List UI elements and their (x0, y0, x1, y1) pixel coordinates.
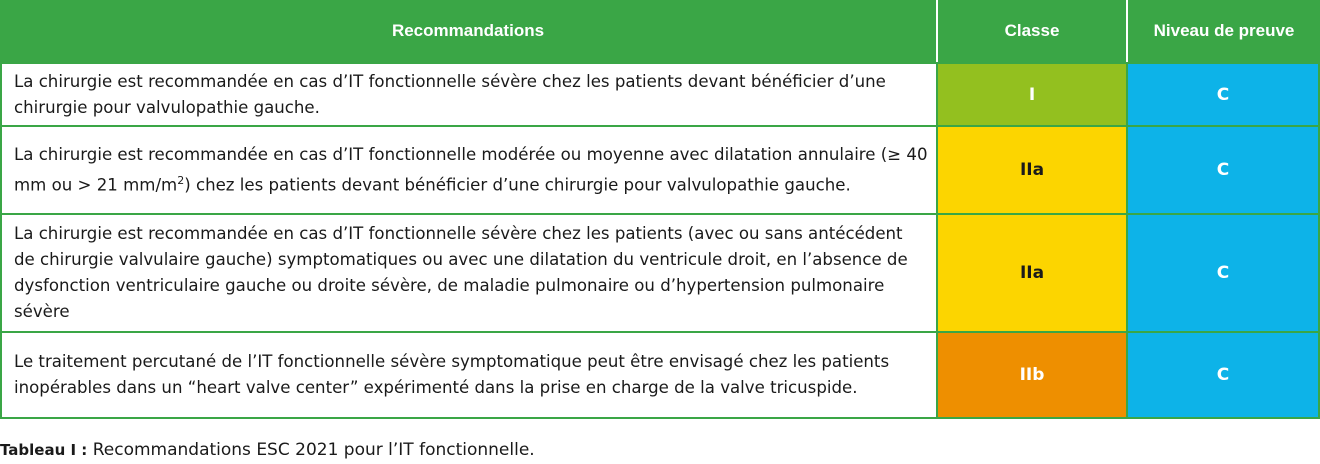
table-row-3-class: IIa (938, 215, 1126, 331)
table-row-3-level: C (1128, 215, 1318, 331)
table-row-2-recommendation (2, 127, 936, 213)
table-row-2-class: IIa (938, 127, 1126, 213)
row-2-superscript: 2 (177, 173, 185, 187)
row-divider-3 (0, 213, 1320, 215)
table-row-4-class: IIb (938, 333, 1126, 417)
header-class: Classe (938, 0, 1126, 62)
header-recommendations: Recommandations (0, 0, 936, 62)
table-row-1-recommendation: La chirurgie est recommandée en cas d’IT fonctionnelle sévère chez les patients devant bénéficier d’une chirurgie pour valvulopathie gauche. (2, 64, 936, 125)
table-row-3-recommendation: La chirurgie est recommandée en cas d’IT fonctionnelle sévère chez les patients (avec ou sans antécédent de chirurgie valvulaire gauche) symptomatiques ou avec une dilatation du ventricule droit, en l’absence de dysfonction ventriculaire gauche ou droite sévère, de maladie pulmonaire ou d’hypertension pulmonaire sévère (2, 215, 936, 331)
row-divider-4 (0, 331, 1320, 333)
header-evidence-level: Niveau de preuve (1128, 0, 1320, 62)
column-divider-2 (1126, 62, 1128, 419)
header-divider-2 (1126, 0, 1128, 62)
row-2-text-part2: ) chez les patients devant bénéficier d’une chirurgie pour valvulopathie gauche. (184, 175, 851, 195)
table-row-1-level: C (1128, 64, 1318, 125)
table-row-4-recommendation: Le traitement percutané de l’IT fonctionnelle sévère symptomatique peut être envisagé chez les patients inopérables dans un “heart valve center” expérimenté dans la prise en charge de la valve tricuspide. (2, 333, 936, 417)
table-caption (0, 440, 535, 460)
row-2-text-part1: La chirurgie est recommandée en cas d’IT fonctionnelle modérée ou moyenne avec dilatation annulaire (≥ 40 mm ou > 21 mm/m (14, 144, 928, 195)
table-row-2-level: C (1128, 127, 1318, 213)
caption-text: Recommandations ESC 2021 pour l’IT fonctionnelle. (87, 440, 535, 460)
header-divider-1 (936, 0, 938, 62)
table-row-4-level: C (1128, 333, 1318, 417)
row-divider-2 (0, 125, 1320, 127)
table-row-1-class: I (938, 64, 1126, 125)
caption-label: Tableau I : (0, 441, 88, 459)
row-divider-1 (0, 62, 1320, 64)
table-border-bottom (0, 417, 1320, 419)
column-divider-1 (936, 62, 938, 419)
